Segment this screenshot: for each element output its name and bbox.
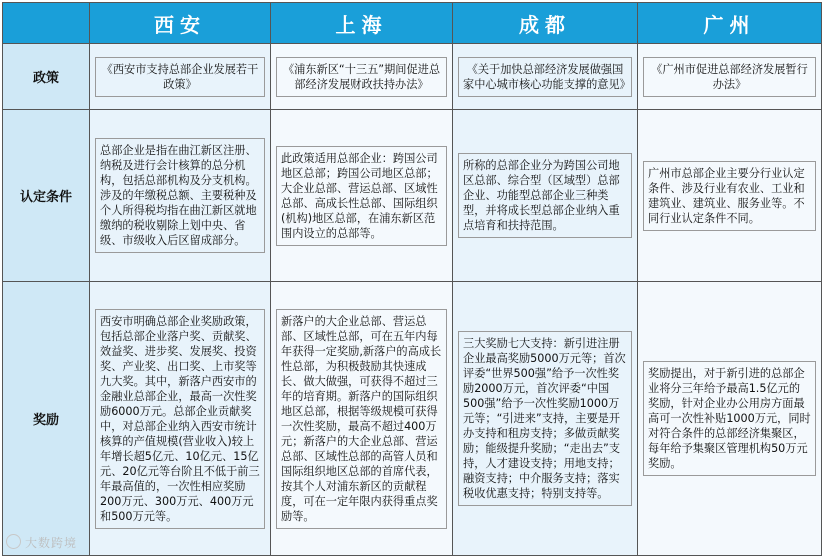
criteria-xian-text: 总部企业是指在曲江新区注册、纳税及进行会计核算的总分机构，包括总部机构及分支机构。 涉及的年缴税总额、主要税种及个人所得税均指在曲江新区就地缴纳的税收剔除上划中央、省级、市级收入后区留成部分。: [95, 138, 265, 253]
criteria-xian-cell: [90, 110, 271, 282]
reward-chengdu-text: 三大奖励七大支持：新引进注册企业最高奖励5000万元等；首次评委“世界500强”给予一次性奖励2000万元，首次评委“中国500强”给予一次性奖励1000万元等；“引进来”支持，主要是开办支持和租房支持；多做贡献奖励；能级提升奖励；“走出去”支持，人才建设支持；用地支持；融资支持；中介服务支持；落实税收优惠支持；特别支持等。: [458, 331, 632, 506]
header-city-chengdu: 成都: [453, 3, 638, 44]
policy-chengdu-cell: [453, 44, 638, 110]
criteria-row: [3, 110, 822, 282]
criteria-chengdu-text: 所称的总部企业分为跨国公司地区总部、综合型（区域型）总部企业、功能型总部企业三种类型，并将成长型总部企业纳入重点培育和扶持范围。: [458, 153, 632, 238]
reward-shanghai-text: 新落户的大企业总部、营运总部、区域性总部，可在五年内每年获得一定奖励,新落户的高成长性总部，为积极鼓励其快速成长、做大做强，可获得不超过三年的培育期。新落户的国际组织地区总部，根据等级规模可获得一次性奖励，最高不超过400万元；新落户的大企业总部、营运总部、区域性总部的高管人员和国际组织地区总部的首席代表，按其个人对浦东新区的贡献程度，可在一定年限内获得重点奖励等。: [276, 309, 447, 529]
watermark: [6, 534, 77, 551]
row-label-reward: 奖励: [3, 282, 90, 556]
watermark-text: 大数跨境: [25, 536, 78, 550]
criteria-guangzhou-cell: [638, 110, 822, 282]
header-city-guangzhou: 广州: [638, 3, 822, 44]
policy-chengdu-text: 《关于加快总部经济发展做强国家中心城市核心功能支撑的意见》: [458, 57, 632, 97]
reward-guangzhou-text: 奖励提出，对于新引进的总部企业将分三年给予最高1.5亿元的奖励，针对企业办公用房方面最高可一次性补贴1000万元，同时对符合条件的总部经济集聚区，每年给予集聚区管理机构50万元奖励。: [643, 361, 816, 476]
watermark-logo-icon: [6, 534, 21, 549]
policy-shanghai-cell: [271, 44, 453, 110]
reward-xian-cell: [90, 282, 271, 556]
reward-xian-text: 西安市明确总部企业奖励政策，包括总部企业落户奖、贡献奖、效益奖、进步奖、发展奖、投资奖、产业奖、出口奖、上市奖等九大奖。其中，新落户西安市的金融业总部企业，最高一次性奖励6000万元。总部企业贡献奖中，对总部企业纳入西安市统计核算的产值规模(营业收入)较上年增长超5亿元、10亿元、15亿元、20亿元等台阶且不低于前三年最高值的，一次性相应奖励200万元、300万元、400万元和500万元等。: [95, 309, 265, 529]
criteria-shanghai-text: 此政策适用总部企业：跨国公司地区总部；跨国公司地区总部；大企业总部、营运总部、区域性总部、高成长性总部、国际组织(机构)地区总部，在浦东新区范围内设立的总部等。: [276, 146, 447, 246]
reward-chengdu-cell: [453, 282, 638, 556]
header-corner: [3, 3, 90, 44]
policy-guangzhou-cell: [638, 44, 822, 110]
reward-shanghai-cell: [271, 282, 453, 556]
policy-xian-cell: [90, 44, 271, 110]
reward-row: [3, 282, 822, 556]
policy-xian-text: 《西安市支持总部企业发展若干政策》: [95, 57, 265, 97]
row-label-criteria: 认定条件: [3, 110, 90, 282]
policy-shanghai-text: 《浦东新区“十三五”期间促进总部经济发展财政扶持办法》: [276, 57, 447, 97]
header-row: [3, 3, 822, 44]
policy-row: [3, 44, 822, 110]
header-city-xian: 西安: [90, 3, 271, 44]
policy-guangzhou-text: 《广州市促进总部经济发展暂行办法》: [643, 57, 816, 97]
criteria-chengdu-cell: [453, 110, 638, 282]
row-label-policy: 政策: [3, 44, 90, 110]
criteria-guangzhou-text: 广州市总部企业主要分行业认定条件、涉及行业有农业、工业和建筑业、建筑业、服务业等。不同行业认定条件不同。: [643, 161, 816, 231]
reward-guangzhou-cell: [638, 282, 822, 556]
criteria-shanghai-cell: [271, 110, 453, 282]
policy-comparison-table: [2, 2, 822, 556]
header-city-shanghai: 上海: [271, 3, 453, 44]
